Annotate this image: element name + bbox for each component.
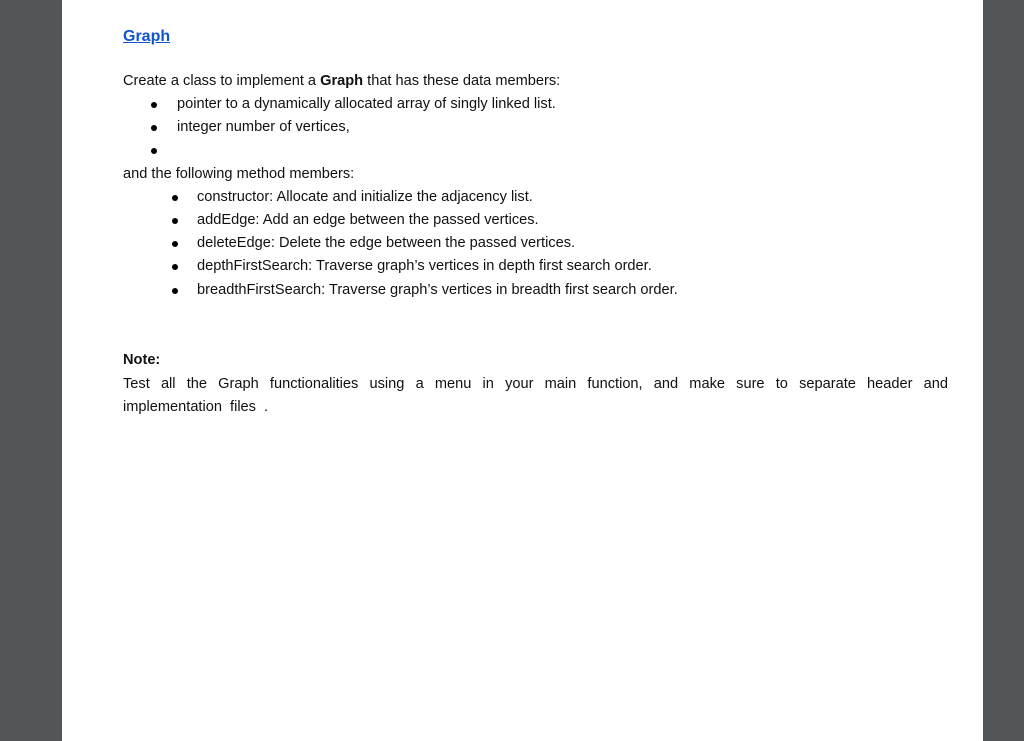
bullet-icon <box>172 195 178 201</box>
intro-suffix: that has these data members: <box>363 73 561 89</box>
document-page <box>62 0 983 741</box>
bullet-icon <box>172 218 178 224</box>
bullet-icon <box>172 241 178 247</box>
intro-bold-graph: Graph <box>320 73 364 89</box>
bullet-icon <box>172 264 178 270</box>
method-member-item: addEdge: Add an edge between the passed vertices. <box>197 212 539 228</box>
intro-prefix: Create a class to implement a <box>123 73 321 89</box>
bullet-icon <box>151 102 157 108</box>
method-member-item: breadthFirstSearch: Traverse graph’s vertices in breadth first search order. <box>197 282 678 298</box>
bullet-icon <box>172 288 178 294</box>
document-title-link[interactable]: Graph <box>123 28 171 45</box>
data-member-item: pointer to a dynamically allocated array of singly linked list. <box>177 96 556 112</box>
method-member-item: depthFirstSearch: Traverse graph’s vertices in depth first search order. <box>197 258 652 274</box>
methods-intro: and the following method members: <box>123 166 355 182</box>
method-member-item: deleteEdge: Delete the edge between the passed vertices. <box>197 235 576 251</box>
data-member-item: integer number of vertices, <box>177 119 350 135</box>
bullet-icon <box>151 125 157 131</box>
bullet-icon <box>151 148 157 154</box>
method-member-item: constructor: Allocate and initialize the adjacency list. <box>197 189 533 205</box>
note-text: Test all the Graph functionalities using a menu in your main function, and make sure to separate header and implementation files . <box>123 376 948 415</box>
intro-paragraph <box>123 71 560 91</box>
note-heading: Note: <box>123 352 161 368</box>
